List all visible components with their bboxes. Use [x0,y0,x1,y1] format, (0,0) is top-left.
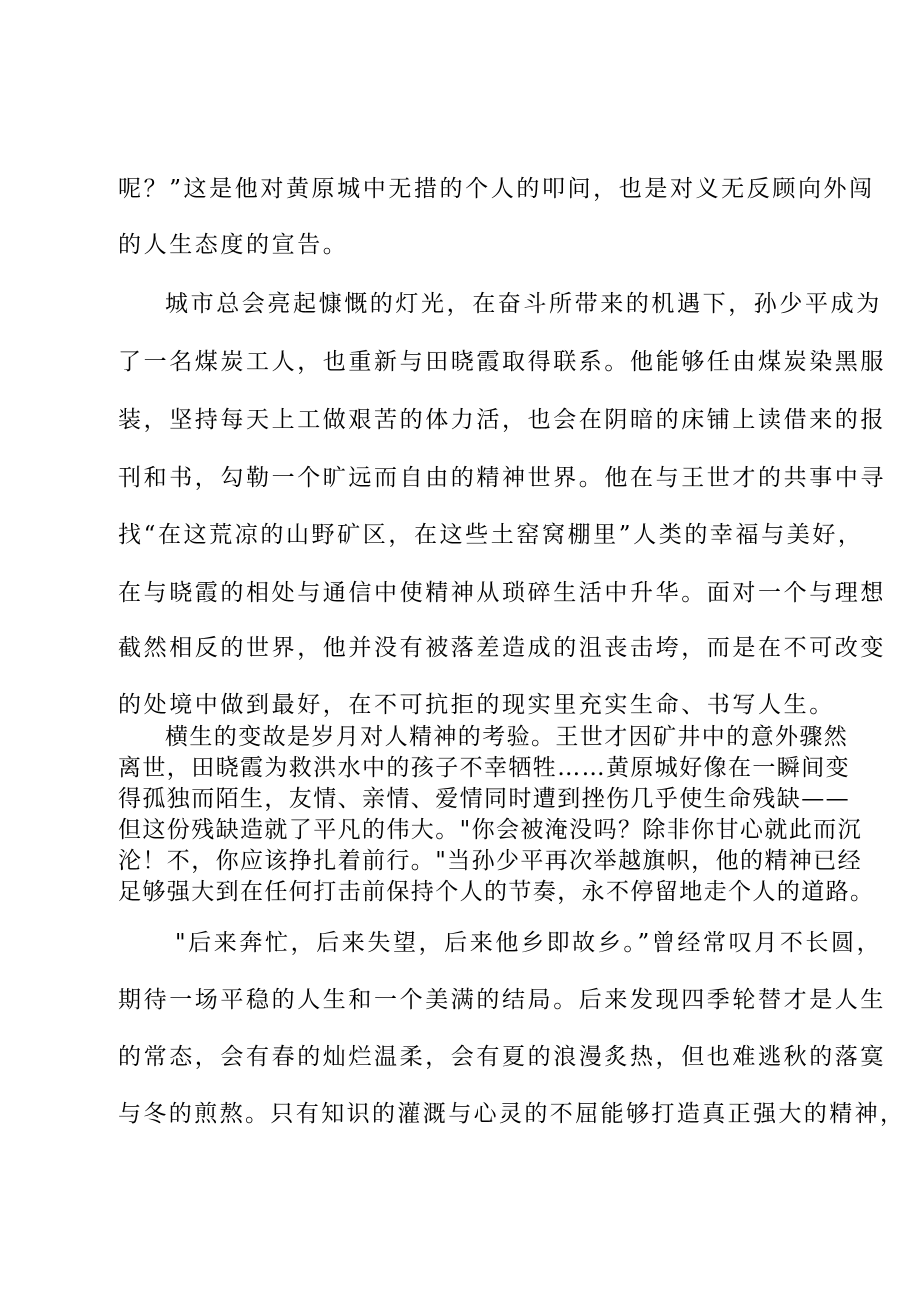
paragraph-1-line-2: 的人生态度的宣告。 [118,232,349,258]
paragraph-3-line-1: 横生的变故是岁月对人精神的考验。王世才因矿井中的意外骤然 [165,724,849,750]
paragraph-2-line-3: 装，坚持每天上工做艰苦的体力活，也会在阴暗的床铺上读借来的报 [118,407,886,433]
paragraph-4-line-2: 期待一场平稳的人生和一个美满的结局。后来发现四季轮替才是人生 [118,987,886,1013]
paragraph-4-line-3: 的常态，会有春的灿烂温柔，会有夏的浪漫炙热，但也难逃秋的落寞 [118,1044,886,1070]
paragraph-3-line-2: 离世，田晓霞为救洪水中的孩子不幸牺牲……黄原城好像在一瞬间变 [118,755,850,781]
paragraph-4-line-1: "后来奔忙，后来失望，后来他乡即故乡。”曾经常叹月不长圆， [175,930,883,956]
paragraph-2-line-8: 的处境中做到最好，在不可抗拒的现实里充实生命、书写人生。 [118,692,835,718]
paragraph-3-line-3: 得孤独而陌生，友情、亲情、爱情同时遭到挫伤几乎使生命残缺—— [118,786,850,812]
paragraph-2-line-6: 在与晓霞的相处与通信中使精神从琐碎生活中升华。面对一个与理想 [118,580,886,606]
paragraph-1-line-1: 呢？”这是他对黄原城中无措的个人的叩问，也是对义无反顾向外闯 [118,176,875,202]
paragraph-4-line-4: 与冬的煎熬。只有知识的灌溉与心灵的不屈能够打造真正强大的精神， [118,1101,906,1127]
paragraph-3-line-6: 足够强大到在任何打击前保持个人的节奏，永不停留地走个人的道路。 [118,879,875,905]
paragraph-2-line-7: 截然相反的世界，他并没有被落差造成的沮丧击垮，而是在不可改变 [118,635,886,661]
paragraph-2-line-5: 找“在这荒凉的山野矿区，在这些土窑窝棚里”人类的幸福与美好， [118,522,864,548]
paragraph-2-line-1: 城市总会亮起慷慨的灯光，在奋斗所带来的机遇下，孙少平成为 [165,291,882,317]
paragraph-3-line-4: 但这份残缺造就了平凡的伟大。"你会被淹没吗？除非你甘心就此而沉 [118,817,862,843]
paragraph-3-line-5: 沦！不，你应该挣扎着前行。"当孙少平再次举越旗帜，他的精神已经 [118,848,862,874]
paragraph-2-line-4: 刊和书，勾勒一个旷远而自由的精神世界。他在与王世才的共事中寻 [118,465,886,491]
paragraph-2-line-2: 了一名煤炭工人，也重新与田晓霞取得联系。他能够任由煤炭染黑服 [118,349,886,375]
